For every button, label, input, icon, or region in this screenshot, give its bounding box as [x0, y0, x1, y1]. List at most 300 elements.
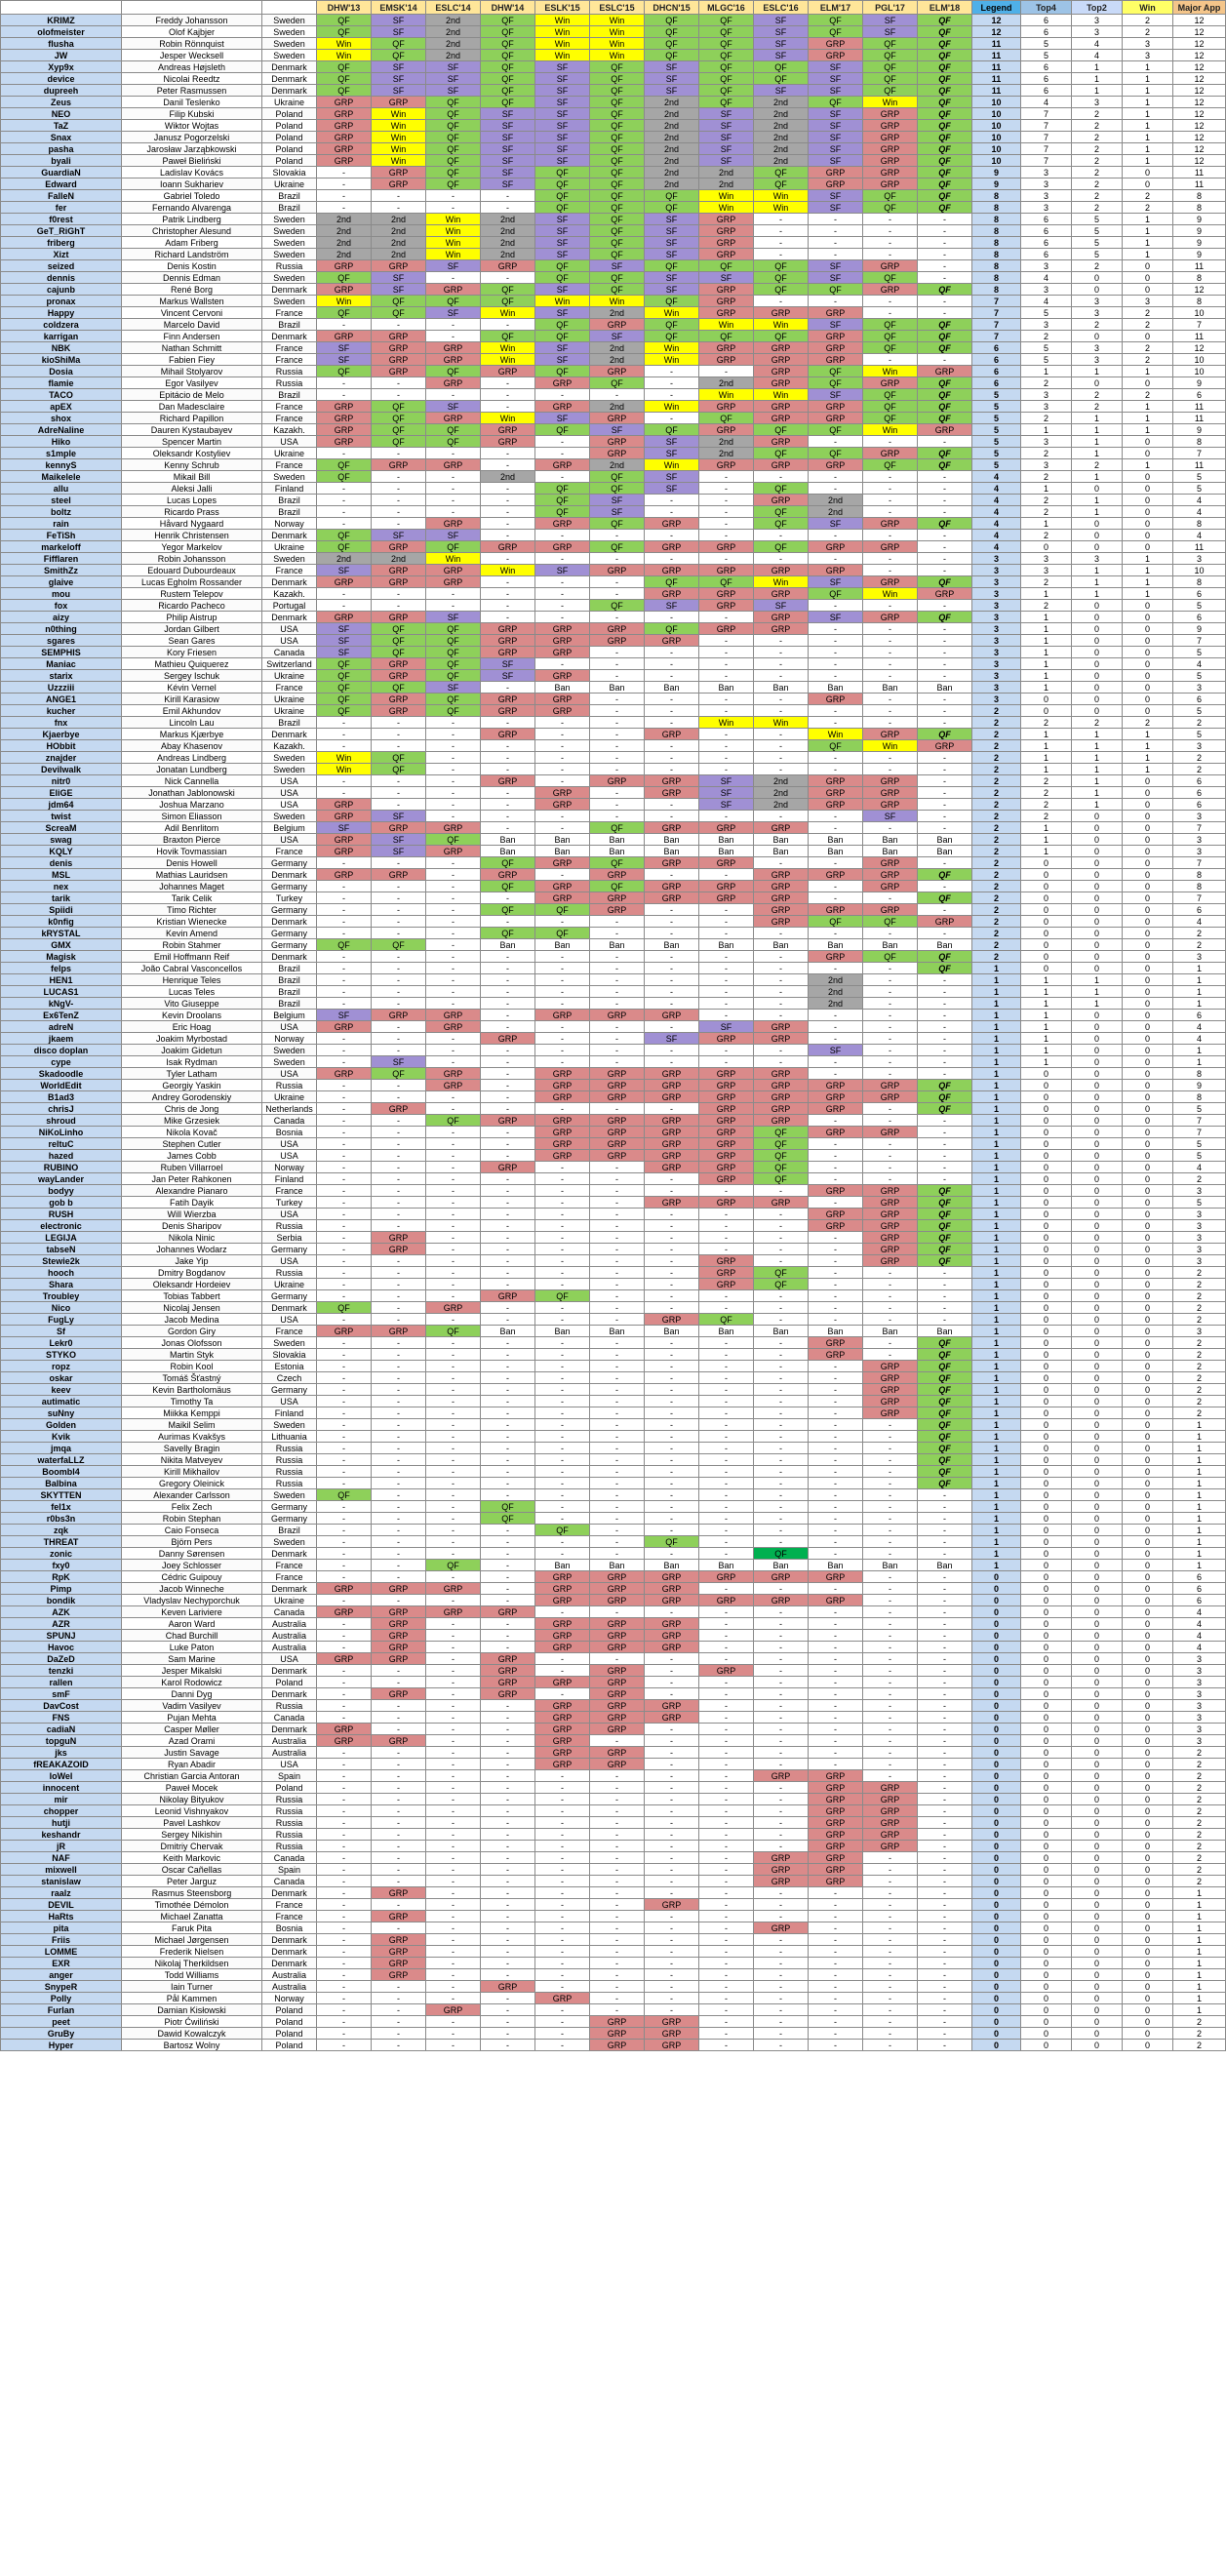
event-result: SF	[317, 647, 372, 658]
player-name: Sam Marine	[122, 1653, 262, 1665]
event-result: GRP	[645, 881, 699, 892]
event-result: GRP	[535, 857, 590, 869]
event-result: -	[372, 1255, 426, 1267]
event-result: GRP	[317, 260, 372, 272]
event-result: -	[481, 1618, 535, 1630]
player-name: Jake Yip	[122, 1255, 262, 1267]
event-result: -	[535, 1302, 590, 1314]
event-result: -	[809, 1033, 863, 1045]
event-result: -	[863, 530, 918, 541]
event-result: GRP	[645, 1150, 699, 1162]
legend-count: 0	[972, 1747, 1021, 1759]
event-result: -	[809, 1525, 863, 1536]
event-result: -	[317, 1560, 372, 1571]
event-result: GRP	[535, 694, 590, 705]
event-result: Ban	[481, 834, 535, 846]
stat-count: 0	[1021, 1606, 1072, 1618]
event-result: GRP	[863, 729, 918, 740]
player-nick: Polly	[1, 1993, 122, 2004]
event-result: -	[426, 1876, 481, 1887]
event-result: -	[481, 1255, 535, 1267]
stat-count: 1	[1021, 588, 1072, 600]
event-result: SF	[372, 272, 426, 284]
event-result: -	[809, 635, 863, 647]
event-result: 2nd	[699, 167, 754, 178]
stat-count: 0	[1123, 1150, 1173, 1162]
event-result: -	[645, 1267, 699, 1279]
player-nick: allu	[1, 483, 122, 495]
table-row	[1, 1267, 1226, 1279]
event-result: -	[535, 1279, 590, 1290]
table-row	[1, 249, 1226, 260]
event-result: -	[317, 1443, 372, 1454]
event-result: QF	[481, 85, 535, 97]
player-country: Poland	[262, 2028, 317, 2040]
player-country: Russia	[262, 1794, 317, 1805]
event-result: -	[918, 1665, 972, 1677]
player-nick: cajunb	[1, 284, 122, 296]
legend-count: 1	[972, 1302, 1021, 1314]
event-result: SF	[372, 26, 426, 38]
column-header: EMSK'14	[372, 1, 426, 15]
player-nick: Troubley	[1, 1290, 122, 1302]
stat-count: 1	[1173, 1993, 1226, 2004]
stat-count: 0	[1072, 2016, 1123, 2028]
event-result: -	[809, 1302, 863, 1314]
legend-count: 3	[972, 682, 1021, 694]
event-result: Ban	[590, 834, 645, 846]
event-result: -	[863, 670, 918, 682]
stat-count: 0	[1123, 811, 1173, 822]
event-result: Win	[372, 108, 426, 120]
stat-count: 0	[1021, 1958, 1072, 1969]
event-result: Win	[590, 15, 645, 26]
event-result: -	[535, 1197, 590, 1209]
stat-count: 0	[1072, 284, 1123, 296]
event-result: -	[372, 881, 426, 892]
event-result: -	[699, 518, 754, 530]
stat-count: 2	[1173, 1829, 1226, 1841]
event-result: -	[754, 1606, 809, 1618]
event-result: -	[372, 974, 426, 986]
event-result: -	[699, 495, 754, 506]
event-result: -	[481, 974, 535, 986]
event-result: 2nd	[645, 155, 699, 167]
event-result: -	[699, 705, 754, 717]
stat-count: 0	[1021, 1255, 1072, 1267]
stat-count: 10	[1173, 354, 1226, 366]
stat-count: 2	[1072, 717, 1123, 729]
event-result: -	[809, 1255, 863, 1267]
table-row	[1, 892, 1226, 904]
stat-count: 0	[1072, 1525, 1123, 1536]
player-country: Bosnia	[262, 1127, 317, 1138]
stat-count: 3	[1173, 846, 1226, 857]
stat-count: 0	[1072, 1443, 1123, 1454]
event-result: -	[535, 471, 590, 483]
event-result: -	[699, 1958, 754, 1969]
stat-count: 1	[1173, 1560, 1226, 1571]
event-result: -	[590, 717, 645, 729]
stat-count: 7	[1021, 155, 1072, 167]
event-result: GRP	[535, 541, 590, 553]
event-result: -	[426, 331, 481, 342]
stat-count: 2	[1123, 15, 1173, 26]
event-result: -	[535, 775, 590, 787]
event-result: Win	[481, 307, 535, 319]
event-result: -	[590, 705, 645, 717]
event-result: -	[754, 1583, 809, 1595]
player-name: Lucas Lopes	[122, 495, 262, 506]
legend-count: 2	[972, 857, 1021, 869]
event-result: -	[809, 1290, 863, 1302]
event-result: -	[590, 612, 645, 623]
event-result: -	[372, 1794, 426, 1805]
event-result: QF	[863, 73, 918, 85]
event-result: SF	[535, 225, 590, 237]
legend-count: 2	[972, 834, 1021, 846]
table-row	[1, 1548, 1226, 1560]
event-result: -	[426, 1209, 481, 1220]
event-result: GRP	[372, 1618, 426, 1630]
player-country: Denmark	[262, 1724, 317, 1735]
stat-count: 12	[1173, 26, 1226, 38]
event-result: -	[590, 1045, 645, 1056]
player-country: France	[262, 413, 317, 424]
stat-count: 0	[1072, 811, 1123, 822]
event-result: -	[535, 2004, 590, 2016]
event-result: -	[645, 1548, 699, 1560]
stat-count: 2	[1173, 1770, 1226, 1782]
stat-count: 0	[1021, 916, 1072, 928]
event-result: -	[809, 1056, 863, 1068]
event-result: GRP	[699, 1197, 754, 1209]
event-result: GRP	[426, 284, 481, 296]
event-result: Ban	[918, 834, 972, 846]
event-result: QF	[535, 1290, 590, 1302]
event-result: Win	[754, 190, 809, 202]
event-result: GRP	[372, 1103, 426, 1115]
event-result: QF	[699, 576, 754, 588]
stat-count: 3	[1173, 811, 1226, 822]
legend-count: 4	[972, 471, 1021, 483]
stat-count: 0	[1123, 530, 1173, 541]
stat-count: 0	[1072, 963, 1123, 974]
player-country: Canada	[262, 1712, 317, 1724]
event-result: GRP	[372, 670, 426, 682]
event-result: -	[535, 1466, 590, 1478]
event-result: -	[699, 1677, 754, 1688]
event-result: GRP	[535, 1677, 590, 1688]
stat-count: 3	[1173, 1244, 1226, 1255]
event-result: -	[535, 1396, 590, 1407]
event-result: -	[699, 1911, 754, 1922]
stat-count: 0	[1021, 1290, 1072, 1302]
event-result: GRP	[590, 1747, 645, 1759]
event-result: -	[754, 1887, 809, 1899]
event-result: -	[426, 1150, 481, 1162]
event-result: -	[699, 1770, 754, 1782]
event-result: -	[699, 530, 754, 541]
stat-count: 0	[1021, 1489, 1072, 1501]
event-result: Win	[372, 143, 426, 155]
stat-count: 6	[1173, 694, 1226, 705]
event-result: -	[645, 1384, 699, 1396]
event-result: -	[918, 1021, 972, 1033]
legend-count: 1	[972, 1091, 1021, 1103]
player-name: Aleksi Jalli	[122, 483, 262, 495]
event-result: GRP	[863, 1197, 918, 1209]
event-result: GRP	[426, 1021, 481, 1033]
event-result: QF	[426, 167, 481, 178]
legend-count: 8	[972, 237, 1021, 249]
player-name: João Cabral Vasconcellos	[122, 963, 262, 974]
stat-count: 3	[1072, 354, 1123, 366]
event-result: GRP	[317, 1326, 372, 1337]
table-row	[1, 459, 1226, 471]
legend-count: 2	[972, 939, 1021, 951]
stat-count: 2	[1021, 495, 1072, 506]
event-result: 2nd	[426, 26, 481, 38]
event-result: -	[863, 1173, 918, 1185]
event-result: GRP	[809, 1864, 863, 1876]
event-result: GRP	[481, 775, 535, 787]
stat-count: 1	[1072, 366, 1123, 377]
event-result: -	[645, 1209, 699, 1220]
legend-count: 5	[972, 401, 1021, 413]
event-result: -	[481, 530, 535, 541]
table-row	[1, 214, 1226, 225]
event-result: QF	[645, 1536, 699, 1548]
player-nick: FugLy	[1, 1314, 122, 1326]
event-result: -	[809, 623, 863, 635]
event-result: GRP	[535, 647, 590, 658]
event-result: -	[535, 916, 590, 928]
table-row	[1, 1934, 1226, 1946]
event-result: QF	[426, 635, 481, 647]
event-result: -	[809, 1922, 863, 1934]
event-result: -	[317, 1911, 372, 1922]
event-result: -	[699, 752, 754, 764]
event-result: -	[918, 225, 972, 237]
event-result: -	[590, 1478, 645, 1489]
legend-count: 10	[972, 120, 1021, 132]
stat-count: 0	[1072, 1185, 1123, 1197]
event-result: -	[372, 799, 426, 811]
event-result: -	[426, 1033, 481, 1045]
event-result: GRP	[809, 178, 863, 190]
event-result: -	[372, 1876, 426, 1887]
event-result: SF	[645, 284, 699, 296]
stat-count: 1	[1123, 459, 1173, 471]
event-result: -	[918, 1724, 972, 1735]
event-result: -	[372, 1829, 426, 1841]
event-result: -	[918, 2016, 972, 2028]
event-result: Win	[699, 389, 754, 401]
player-nick: GruBy	[1, 2028, 122, 2040]
stat-count: 0	[1072, 1887, 1123, 1899]
stat-count: 0	[1021, 1173, 1072, 1185]
event-result: -	[372, 1478, 426, 1489]
legend-count: 0	[972, 1606, 1021, 1618]
player-nick: device	[1, 73, 122, 85]
event-result: QF	[590, 284, 645, 296]
event-result: SF	[372, 1056, 426, 1068]
table-row	[1, 553, 1226, 565]
event-result: -	[590, 1606, 645, 1618]
event-result: -	[317, 1361, 372, 1372]
event-result: -	[863, 1852, 918, 1864]
stat-count: 0	[1072, 1337, 1123, 1349]
event-result: QF	[590, 155, 645, 167]
event-result: QF	[590, 73, 645, 85]
player-nick: pronax	[1, 296, 122, 307]
event-result: QF	[590, 97, 645, 108]
event-result: -	[809, 237, 863, 249]
player-nick: boltz	[1, 506, 122, 518]
player-nick: adreN	[1, 1021, 122, 1033]
event-result: QF	[645, 623, 699, 635]
table-row	[1, 1232, 1226, 1244]
event-result: SF	[699, 120, 754, 132]
legend-count: 1	[972, 1244, 1021, 1255]
event-result: -	[426, 1267, 481, 1279]
event-result: GRP	[809, 307, 863, 319]
stat-count: 6	[1173, 389, 1226, 401]
event-result: -	[754, 729, 809, 740]
event-result: -	[699, 1700, 754, 1712]
player-name: Fernando Alvarenga	[122, 202, 262, 214]
event-result: SF	[645, 436, 699, 448]
event-result: -	[590, 1958, 645, 1969]
table-row	[1, 296, 1226, 307]
table-row	[1, 190, 1226, 202]
event-result: Ban	[809, 939, 863, 951]
event-result: GRP	[809, 1185, 863, 1197]
event-result: SF	[426, 612, 481, 623]
stat-count: 2	[1072, 190, 1123, 202]
event-result: -	[699, 928, 754, 939]
event-result: -	[426, 811, 481, 822]
player-name: Kevin Droolans	[122, 1010, 262, 1021]
event-result: SF	[809, 120, 863, 132]
event-result: -	[317, 1372, 372, 1384]
event-result: 2nd	[481, 237, 535, 249]
event-result: -	[645, 1852, 699, 1864]
legend-count: 8	[972, 260, 1021, 272]
stat-count: 0	[1072, 881, 1123, 892]
player-nick: Happy	[1, 307, 122, 319]
stat-count: 3	[1072, 307, 1123, 319]
event-result: -	[535, 1794, 590, 1805]
event-result: QF	[754, 61, 809, 73]
event-result: -	[590, 389, 645, 401]
event-result: -	[535, 1653, 590, 1665]
player-nick: mir	[1, 1794, 122, 1805]
player-country: Slovakia	[262, 1349, 317, 1361]
event-result: -	[372, 1817, 426, 1829]
event-result: 2nd	[481, 225, 535, 237]
event-result: GRP	[372, 1630, 426, 1642]
event-result: -	[754, 1969, 809, 1981]
legend-count: 0	[972, 1665, 1021, 1677]
stat-count: 3	[1173, 1735, 1226, 1747]
event-result: Win	[754, 717, 809, 729]
player-name: Philip Aistrup	[122, 612, 262, 623]
player-name: Fabien Fiey	[122, 354, 262, 366]
event-result: -	[535, 1384, 590, 1396]
player-nick: gob b	[1, 1197, 122, 1209]
stat-count: 6	[1173, 1571, 1226, 1583]
legend-count: 10	[972, 155, 1021, 167]
stat-count: 0	[1123, 1899, 1173, 1911]
stat-count: 3	[1173, 951, 1226, 963]
player-nick: Fifflaren	[1, 553, 122, 565]
player-name: Aurimas Kvakšys	[122, 1431, 262, 1443]
event-result: Ban	[863, 1326, 918, 1337]
event-result: -	[590, 1290, 645, 1302]
event-result: Win	[426, 249, 481, 260]
event-result: -	[918, 436, 972, 448]
event-result: GRP	[863, 1361, 918, 1372]
player-country: Norway	[262, 1993, 317, 2004]
event-result: -	[317, 1571, 372, 1583]
event-result: Win	[481, 565, 535, 576]
event-result: -	[481, 799, 535, 811]
event-result: -	[918, 2004, 972, 2016]
event-result: GRP	[809, 787, 863, 799]
event-result: -	[699, 998, 754, 1010]
event-result: -	[317, 1501, 372, 1513]
player-nick: tabseN	[1, 1244, 122, 1255]
stat-count: 3	[1072, 15, 1123, 26]
event-result: -	[918, 775, 972, 787]
legend-count: 2	[972, 951, 1021, 963]
player-country: USA	[262, 635, 317, 647]
event-result: GRP	[699, 588, 754, 600]
stat-count: 2	[1173, 1759, 1226, 1770]
event-result: -	[317, 1162, 372, 1173]
legend-count: 0	[972, 1899, 1021, 1911]
player-name: Casper Møller	[122, 1724, 262, 1735]
stat-count: 0	[1021, 705, 1072, 717]
event-result: Win	[863, 588, 918, 600]
event-result: SF	[481, 120, 535, 132]
event-result: -	[863, 1759, 918, 1770]
event-result: -	[809, 1747, 863, 1759]
stat-count: 0	[1021, 1150, 1072, 1162]
event-result: -	[317, 1103, 372, 1115]
player-name: Lincoln Lau	[122, 717, 262, 729]
stat-count: 2	[1173, 1302, 1226, 1314]
player-country: France	[262, 1560, 317, 1571]
event-result: -	[426, 506, 481, 518]
stat-count: 0	[1072, 1478, 1123, 1489]
event-result: -	[699, 1899, 754, 1911]
event-result: GRP	[372, 354, 426, 366]
event-result: -	[481, 1630, 535, 1642]
event-result: GRP	[535, 1630, 590, 1642]
stat-count: 0	[1021, 1712, 1072, 1724]
event-result: -	[863, 1922, 918, 1934]
event-result: -	[809, 2016, 863, 2028]
event-result: GRP	[535, 635, 590, 647]
event-result: -	[699, 1805, 754, 1817]
event-result: -	[426, 1185, 481, 1197]
event-result: SF	[590, 331, 645, 342]
stat-count: 0	[1072, 1010, 1123, 1021]
event-result: -	[535, 822, 590, 834]
